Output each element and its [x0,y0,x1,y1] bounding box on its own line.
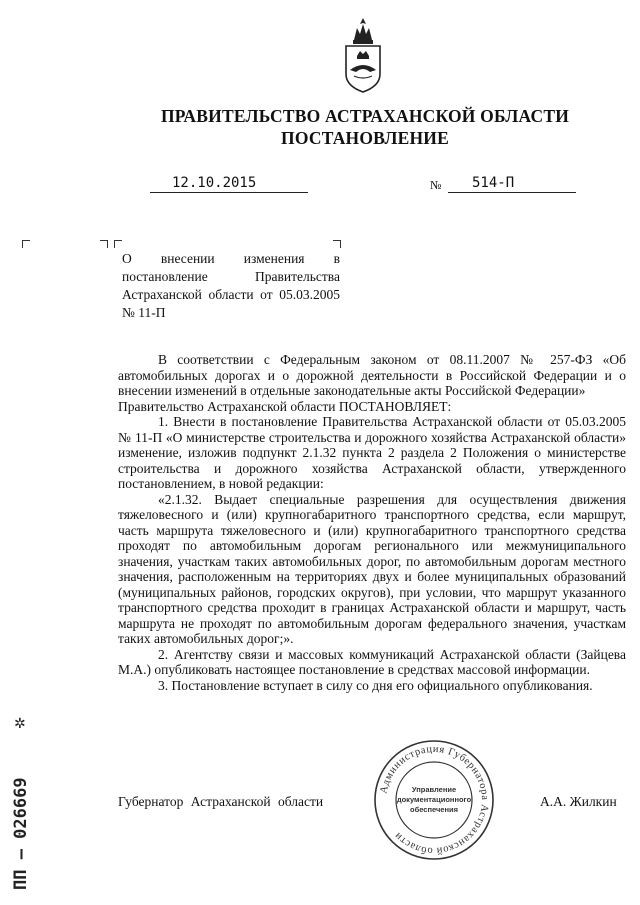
subject-corner-mark-right [333,240,341,248]
seal-center-line-2: документационного [396,795,472,804]
side-serial-code-graphic [2,718,34,898]
document-body [118,352,626,693]
document-number: 514-П [472,175,515,191]
subject-corner-mark-left [114,240,122,248]
preamble-paragraph: В соответствии с Федеральным законом от 08.11.2007 № 257-ФЗ «Об автомобильных дорогах и о дорожной деятельности в Российской Федерации и о внесении изменений в отдельные законодательные акты Российской Федерации» [118,352,626,398]
seal-center-line-1: Управление [411,785,457,794]
government-title: ПРАВИТЕЛЬСТВО АСТРАХАНСКОЙ ОБЛАСТИ [160,106,570,126]
margin-corner-mark [100,240,108,248]
item-3-paragraph: 3. Постановление вступает в силу со дня его официального опубликования. [158,677,593,693]
coat-of-arms-emblem [340,14,386,94]
seal-center-line-3: обеспечения [409,805,459,814]
document-date: 12.10.2015 [172,175,257,191]
star-mark-icon: ✲ [14,716,26,732]
date-underline [150,192,308,193]
number-label: № [430,178,442,192]
side-serial-code [2,718,34,898]
official-seal-stamp [372,738,496,862]
document-subject: О внесении изменения в постановление Правительства Астраханской области от 05.03.2005 № 11-П [122,251,340,320]
item-1-paragraph: 1. Внести в постановление Правительства Астраханской области от 05.03.2005 № 11-П «О министерстве строительства и дорожного хозяйства Астраханской области» изменение, изложив подпункт 2.1.32 пункта 2 раздела 2 Положения о министерстве строительства и дорожного хозяйства Астраханской области, утвержденного постановлением, в новой редакции: [118,414,626,491]
side-serial-code-text: ПП – 026669 [11,777,31,890]
seal-ring-text: Администрация Губернатора Астраханской области [378,743,491,857]
quoted-provision-paragraph: «2.1.32. Выдает специальные разрешения для осуществления движения тяжеловесного и (или) крупногабаритного транспортного средства, если маршрут, часть маршрута тяжеловесного и (или) крупногабаритного транспортного средства проходят по автомобильным дорогам регионального или межмуниципального значения, участкам таких автомобильных дорог, по автомобильным дорогам местного значения, расположенным на территориях двух и более муниципальных образований (муниципальных районов, городских округов), при условии, что маршрут указанного транспортного средства проходит в границах Астраханской области и маршрут, часть маршрута не проходят по автомобильным дорогам федерального значения, участкам таких автомобильных дорог;». [118,491,626,646]
item-2-paragraph: 2. Агентству связи и массовых коммуникаций Астраханской области (Зайцева М.А.) опубликовать настоящее постановление в средствах массовой информации. [118,646,626,677]
signatory-title: Губернатор Астраханской области [118,794,324,809]
resolution-statement: Правительство Астраханской области ПОСТАНОВЛЯЕТ: [118,398,452,414]
document-type-title: ПОСТАНОВЛЕНИЕ [281,128,449,148]
signatory-name: А.А. Жилкин [540,794,617,809]
number-underline [448,192,576,193]
margin-corner-mark [22,240,30,248]
